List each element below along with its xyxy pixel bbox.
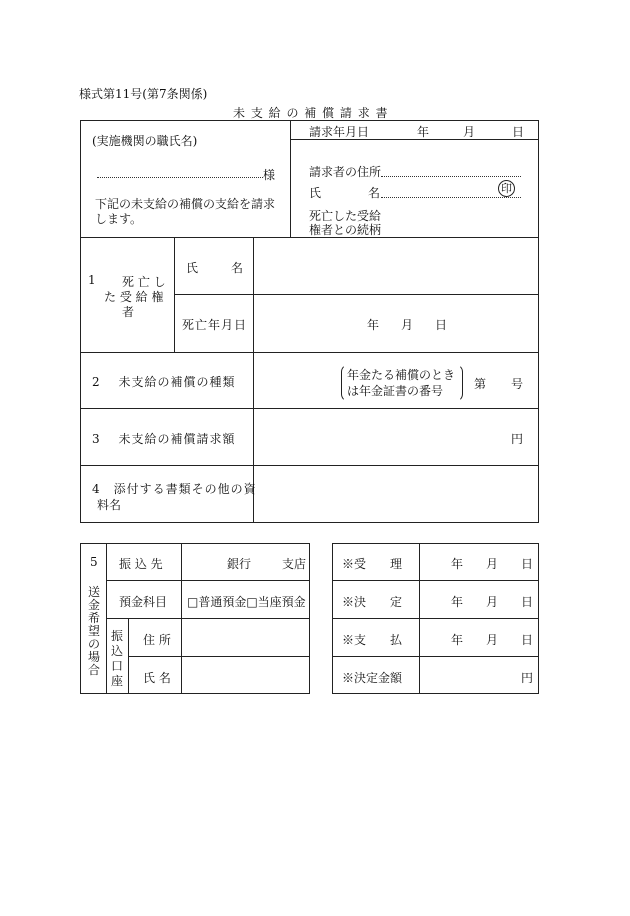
account-name-label: 氏 名 bbox=[143, 671, 171, 685]
office-decided-year: 年 bbox=[451, 595, 464, 609]
relation-label-2: 権者との続柄 bbox=[309, 223, 382, 237]
transfer-number: 5 bbox=[90, 555, 98, 569]
transfer-vertical-char: 希 bbox=[88, 611, 101, 625]
pension-note-1: 年金たる補償のとき bbox=[347, 368, 456, 382]
transfer-vertical-char: 望 bbox=[88, 624, 101, 638]
request-text-2: します。 bbox=[95, 212, 143, 226]
section1-label-1: 死 亡 し bbox=[122, 275, 166, 289]
seal-mark: 印 bbox=[498, 180, 515, 197]
request-year-label: 年 bbox=[417, 125, 430, 139]
office-decided-label: ※決 定 bbox=[342, 595, 403, 609]
relation-label-1: 死亡した受給 bbox=[309, 209, 382, 223]
transfer-vertical-char: 送 bbox=[88, 585, 101, 599]
request-text-1: 下記の未支給の補償の支給を請求 bbox=[95, 197, 276, 211]
request-month-label: 月 bbox=[463, 125, 476, 139]
sama-label: 様 bbox=[263, 168, 276, 182]
office-received-day: 日 bbox=[521, 557, 534, 571]
section4-label-2: 料名 bbox=[97, 498, 122, 512]
section1-label-3: 者 bbox=[122, 305, 135, 319]
pension-note-2: は年金証書の番号 bbox=[347, 384, 444, 398]
name-line[interactable] bbox=[381, 197, 521, 198]
section4-label-1: 4 添付する書類その他の資 bbox=[92, 482, 257, 496]
death-date-label: 死亡年月日 bbox=[182, 318, 248, 332]
section1-number: 1 bbox=[88, 273, 96, 287]
transfer-dest-label: 振 込 先 bbox=[119, 557, 163, 571]
death-year-label: 年 bbox=[367, 318, 380, 332]
office-paid-year: 年 bbox=[451, 633, 464, 647]
transfer-vertical-char: 合 bbox=[88, 663, 101, 677]
form-title: 未 支 給 の 補 償 請 求 書 bbox=[233, 106, 389, 120]
agency-label: (実施機関の職氏名) bbox=[92, 134, 198, 148]
bank-label: 銀行 bbox=[227, 557, 252, 571]
transfer-vertical-char: の bbox=[88, 637, 101, 651]
request-day-label: 日 bbox=[512, 125, 525, 139]
office-decided-month: 月 bbox=[486, 595, 499, 609]
pension-dai-label: 第 bbox=[474, 377, 487, 391]
office-paid-day: 日 bbox=[521, 633, 534, 647]
office-received-year: 年 bbox=[451, 557, 464, 571]
deceased-name-label-1: 氏 bbox=[186, 261, 199, 275]
death-month-label: 月 bbox=[401, 318, 414, 332]
office-amount-yen: 円 bbox=[521, 671, 534, 685]
branch-label: 支店 bbox=[282, 557, 307, 571]
section2-label: 2 未支給の補償の種類 bbox=[92, 375, 236, 389]
name-label-2: 名 bbox=[368, 186, 381, 200]
office-paid-month: 月 bbox=[486, 633, 499, 647]
office-paid-label: ※支 払 bbox=[342, 633, 403, 647]
address-label: 請求者の住所 bbox=[309, 165, 382, 179]
deceased-name-label-2: 名 bbox=[231, 261, 244, 275]
transfer-vertical-char: 金 bbox=[88, 598, 101, 612]
name-label-1: 氏 bbox=[309, 186, 322, 200]
section3-label: 3 未支給の補償請求額 bbox=[92, 432, 236, 446]
account-address-label: 住 所 bbox=[143, 633, 171, 647]
account-vertical-char: 込 bbox=[111, 644, 124, 658]
request-date-label: 請求年月日 bbox=[309, 125, 370, 139]
office-decided-day: 日 bbox=[521, 595, 534, 609]
account-vertical-char: 振 bbox=[111, 629, 124, 643]
section3-yen: 円 bbox=[511, 432, 524, 446]
form-number: 様式第11号(第7条関係) bbox=[79, 87, 208, 101]
agency-name-line[interactable] bbox=[97, 177, 263, 178]
account-type-label: 預金科目 bbox=[119, 595, 168, 609]
account-vertical-char: 口 bbox=[111, 659, 124, 673]
account-type-options[interactable]: □普通預金□当座預金 bbox=[187, 595, 306, 609]
transfer-vertical-char: 場 bbox=[88, 650, 101, 664]
office-received-label: ※受 理 bbox=[342, 557, 403, 571]
office-amount-label: ※決定金額 bbox=[342, 671, 403, 685]
account-vertical-char: 座 bbox=[111, 674, 124, 688]
death-day-label: 日 bbox=[435, 318, 448, 332]
pension-go-label: 号 bbox=[511, 377, 524, 391]
section1-label-2: た 受 給 権 bbox=[104, 290, 164, 304]
office-received-month: 月 bbox=[486, 557, 499, 571]
address-line[interactable] bbox=[381, 176, 521, 177]
